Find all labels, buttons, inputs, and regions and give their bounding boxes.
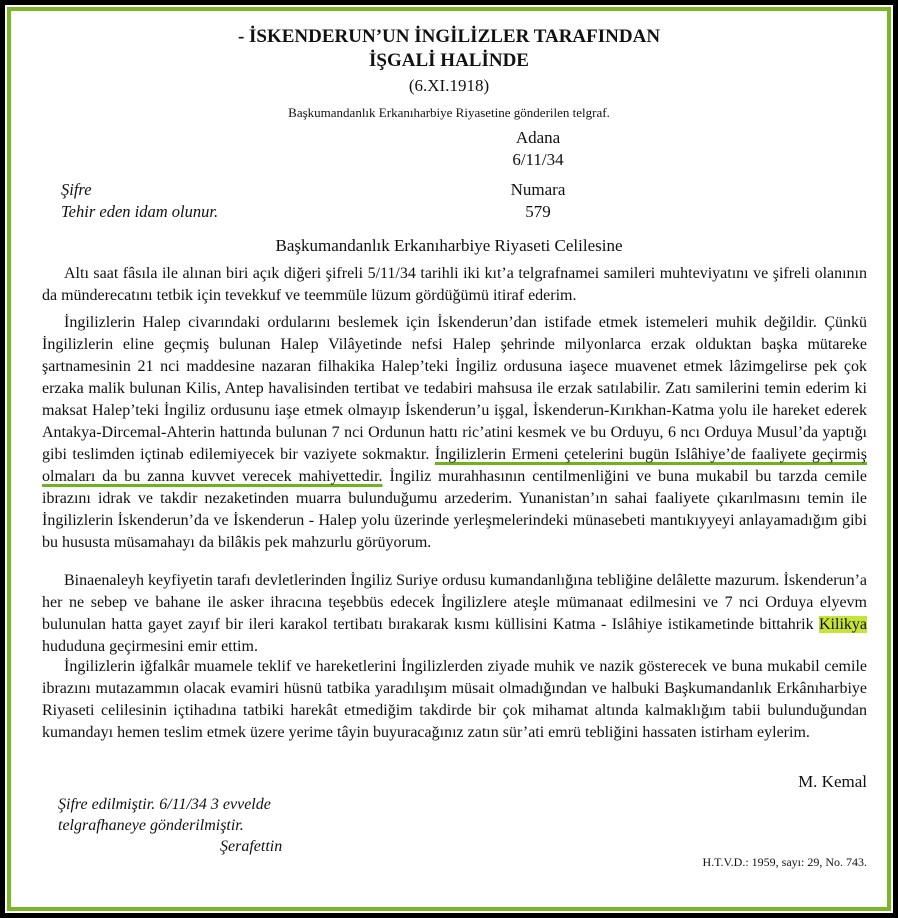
paragraph-2	[42, 312, 867, 554]
header-note: Başkumandanlık Erkanıharbiye Riyasetine gönderilen telgraf.	[288, 105, 610, 120]
closing-line-1: Şifre edilmiştir. 6/11/34 3 evvelde	[58, 796, 271, 813]
paragraph-2-part-b: İngiliz murahhasının centilmenliğini ve buna mukabil bu tarzda cemile ibrazını idrak ve takdir nezaketinden muarra bulunduğumu arzederim. Yunanistan’ın sahai faaliyete çıkarılmasını temin ile İngilizlerin İskenderun’da ve İskenderun - Halep yolu üzerinde yerleşmelerindeki münasebeti mantıkıyyeyi anlayamadığım gibi bu hususta müsamahayı da bilâkis pek mahzurlu görüyorum.	[42, 468, 867, 551]
paragraph-2-part-a: İngilizlerin Halep civarındaki ordularını beslemek için İskenderun’dan istifade etmek istemeleri muhik değildir. Çünkü İngilizlerin eline geçmiş bulunan Halep Vilâyetinde nefsi Halep şehrinde milyonlarca erzak olduktan başka mütareke şartnamesinin 21 nci maddesine nazaran filhakika Halep’teki İngiliz ordusuna iaşece muavenet etmek lâzimgelirse pek çok erzaka malik bulunan Kilis, Antep havalisinden tertibat ve tedabiri mahsusa ile erzak satılabilir. Zatı samilerini temin ederim ki maksat Halep’teki İngiliz ordusunu iaşe etmek olmayıp İskenderun’u işgal, İskenderun-Kırıkhan-Katma yolu ile hareket ederek Antakya-Dircemal-Ahterin hattında bulunan 7 nci Ordunun hattı ric’atini kesmek ve bu Orduyu, 6 ncı Orduya Musul’da yaptığı gibi teslimden içtinab edilemiyecek bir vaziyete sokmaktır.	[42, 314, 867, 463]
number-label: Numara	[510, 180, 566, 199]
warning-text: Tehir eden idam olunur.	[61, 202, 219, 221]
paragraph-3-part-a: Binaenaleyh keyfiyetin tarafı devletlerinden İngiliz Suriye ordusu kumandanlığına tebliğine delâlette mazurum. İskenderun’a her ne sebep ve bahane ile asker ihracına teşebbüs edecek İngilizlere ateşle mümanaat edilmesini ve 7 nci Orduya elyevm bulunulan hatta gayet zayıf bir ileri karakol tertibatı bırakarak kısmı küllisini Katma - Islâhiye istikametinde bittahrik	[42, 572, 867, 633]
signature: M. Kemal	[798, 772, 867, 791]
paragraph-3-part-b: hududuna geçirmesini emir ettim.	[42, 638, 258, 655]
paragraph-4: İngilizlerin iğfalkâr muamele teklif ve hareketlerini İngilizlerden ziyade muhik ve nazik gösterecek ve buna mukabil cemile ibrazını mutazammın olacak evamiri hüsnü tatbika yaradılışım müsait olmadığından ve halbuki Başkumandanlık Erkânıharbiye Riyaseti celilesinin içtihadına tatbiki harekât etmediğim takdirde bir çok mihamat altında kalmaklığım tabii bulunduğundan kumandayı hemen teslim etmek üzere yerime tâyin buyuracağınız zatın sür’ati emrü tebliğini hassaten istirham eylerim.	[42, 658, 867, 741]
place-date: 6/11/34	[512, 150, 564, 169]
document-date: (6.XI.1918)	[408, 76, 490, 95]
closing-line-2: telgrafhaneye gönderilmiştir.	[58, 817, 244, 834]
document-page	[18, 14, 880, 904]
title-line-1: - İSKENDERUN’UN İNGİLİZLER TARAFINDAN	[237, 26, 661, 47]
paragraph-3	[42, 570, 867, 658]
place: Adana	[515, 128, 561, 147]
underlined-passage: İngilizlerin Ermeni çetelerini bugün Islâhiye’de faaliyete geçirmiş olmaları da bu zanna kuvvet verecek mahiyettedir.	[42, 446, 868, 485]
cipher-label: Şifre	[61, 180, 92, 199]
paragraph-1: Altı saat fâsıla ile alınan biri açık diğeri şifreli 5/11/34 tarihli iki kıt’a telgrafnamei samileri muhteviyatını ve şifreli olanının da münderecatını tetbik için tevekkuf ve teemmüle lüzum gördüğümü itiraf ederim.	[42, 265, 867, 304]
number-value: 579	[525, 202, 551, 221]
title-line-2: İŞGALİ HALİNDE	[369, 50, 529, 71]
addressee: Başkumandanlık Erkanıharbiye Riyaseti Celilesine	[275, 236, 623, 255]
closing-line-3: Şerafettin	[220, 838, 283, 855]
highlighted-word: Kilikya	[819, 616, 867, 633]
source-reference: H.T.V.D.: 1959, sayı: 29, No. 743.	[702, 855, 867, 869]
